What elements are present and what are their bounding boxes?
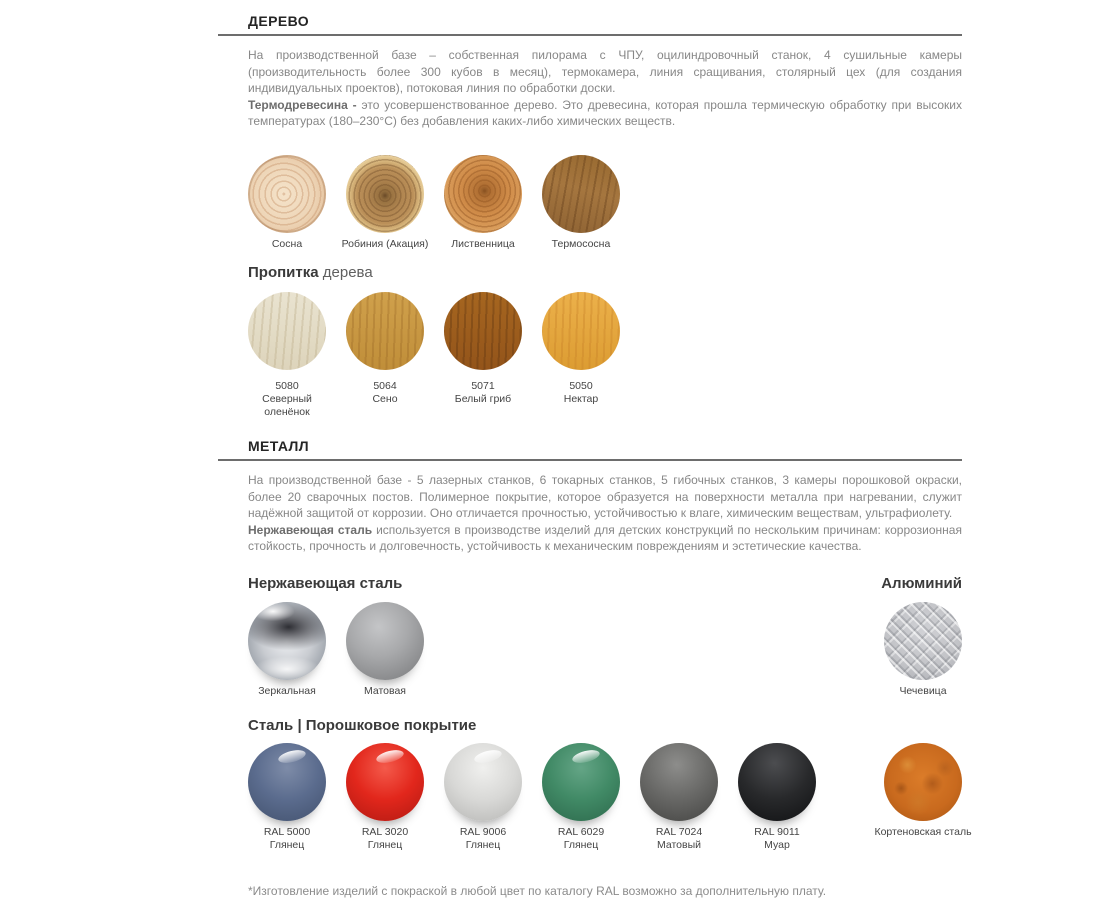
wood-swatch-sosna [248,155,326,251]
wood-intro-paragraph: На производственной базе – собственная пилорама с ЧПУ, оцилиндровочный станок, 4 сушильные камеры (производительность более 300 кубов в месяц), термокамера, линия сращивания, столярный цех (для создания индивидуальных проектов), потоковая линия по обработки доски. [248,48,962,96]
ral-code: RAL 9011 [754,825,800,838]
aluminum-heading: Алюминий [881,574,962,592]
stainless-swatch-matte [346,602,424,698]
content-column [248,13,972,898]
swatch-label: Робиния (Акация) [341,237,429,250]
swatch-label [538,380,624,406]
ral-swatch-6029 [542,743,620,852]
ral-finish: Глянец [269,838,305,851]
thermopine-grain-image [542,155,620,233]
stainless-term: Нержавеющая сталь [248,522,373,537]
wood-thermo-paragraph [248,97,962,130]
swatch-label [342,380,428,406]
impregnation-code: 5064 [373,379,397,392]
impregnation-name: Сено [372,392,398,405]
metal-stainless-paragraph [248,522,962,555]
ral-finish: Муар [764,838,790,851]
swatch-label [329,826,441,852]
swatch-label [721,826,833,852]
impregnation-heading [248,264,962,281]
impregnation-swatch-5050 [542,292,620,419]
thermo-term: Термодревесина - [248,97,357,112]
impregnation-name: Белый гриб [454,392,512,405]
ral-finish: Глянец [367,838,403,851]
ral-finish: Глянец [465,838,501,851]
wood-intro-text [248,47,962,130]
corten-swatch [874,743,972,852]
swatch-label: Сосна [271,237,303,250]
impregnation-color-image [444,292,522,370]
stainless-swatch-mirror [248,602,326,698]
ral-code: RAL 3020 [361,825,409,838]
impregnation-swatch-5071 [444,292,522,419]
ral-5000-ball-image [248,743,326,821]
impregnation-code: 5071 [471,379,495,392]
ral-swatch-3020 [346,743,424,852]
powder-coating-row [248,743,972,852]
ral-swatch-9006 [444,743,522,852]
ral-code: RAL 7024 [655,825,703,838]
robinia-cross-section-image [346,155,424,233]
impregnation-swatch-5064 [346,292,424,419]
stainless-row [248,602,962,698]
impregnation-name: Северный оленёнок [262,392,312,418]
ral-3020-ball-image [346,743,424,821]
aluminum-swatch-checker [884,602,962,698]
matte-steel-ball-image [346,602,424,680]
metal-section-divider [218,459,962,461]
stainless-description: используется в производстве изделий для детских конструкций по нескольким причинам: коррозионная стойкость, прочность и долговечность, устойчивость к механическим повреждениям и эстетические качества. [248,522,962,554]
swatch-label: Термососна [551,237,611,250]
swatch-label [525,826,637,852]
wood-species-row [248,155,962,251]
ral-swatch-7024 [640,743,718,852]
ral-swatch-9011 [738,743,816,852]
mirror-steel-ball-image [248,602,326,680]
swatch-label: Матовая [364,684,406,697]
ral-code: RAL 9006 [459,825,507,838]
impregnation-code: 5080 [275,379,299,392]
metal-intro-text [248,472,962,555]
wood-swatch-thermopine [542,155,620,251]
ral-9006-ball-image [444,743,522,821]
wood-swatch-robinia [341,155,429,251]
ral-9011-ball-image [738,743,816,821]
thermo-description: это усовершенствованное дерево. Это древесина, которая прошла термическую обработку при высоких температурах (180–230°С) без добавления каких-либо химических веществ. [248,97,962,129]
swatch-label: Чечевица [899,684,947,697]
ral-code: RAL 6029 [557,825,605,838]
swatch-label [231,826,343,852]
impregnation-color-image [248,292,326,370]
ral-finish: Матовый [657,838,701,851]
ral-7024-ball-image [640,743,718,821]
corten-steel-image [884,743,962,821]
metal-intro-paragraph: На производственной базе - 5 лазерных станков, 6 токарных станков, 5 гибочных станков, 3 камеры порошковой окраски, более 20 сварочных постов. Полимерное покрытие, которое образуется на поверхности металла при нагревании, служит надёжной защитой от коррозии. Оно отличается прочностью, устойчивостью к влаге, химическим веществам, ультрафиолету. [248,472,962,521]
wood-swatch-larch [444,155,522,251]
stainless-heading-row [248,575,962,592]
wood-section-title: ДЕРЕВО [248,13,310,29]
ral-footnote: *Изготовление изделий с покраской в любой цвет по каталогу RAL возможно за дополнительную плату. [248,883,827,898]
swatch-label [623,826,735,852]
swatch-label [244,380,330,419]
stainless-heading: Нержавеющая сталь [248,574,403,592]
powder-coating-heading: Сталь | Порошковое покрытие [248,716,477,734]
wood-section-divider [218,34,962,36]
checker-plate-image [884,602,962,680]
ral-swatch-5000 [248,743,326,852]
pine-cross-section-image [248,155,326,233]
larch-cross-section-image [444,155,522,233]
swatch-label: Лиственница [451,237,515,250]
metal-section-title: МЕТАЛЛ [248,437,309,454]
ral-finish: Глянец [563,838,599,851]
ral-code: RAL 5000 [263,825,311,838]
swatch-label [427,826,539,852]
impregnation-color-image [542,292,620,370]
impregnation-heading-main: Пропитка [248,263,319,281]
impregnation-swatch-5080 [248,292,326,419]
impregnation-name: Нектар [563,392,599,405]
swatch-label: Кортеновская сталь [874,825,972,838]
swatch-label [440,380,526,406]
impregnation-code: 5050 [569,379,593,392]
impregnation-color-image [346,292,424,370]
ral-6029-ball-image [542,743,620,821]
swatch-label: Зеркальная [258,684,316,697]
impregnation-heading-sub: дерева [322,263,373,281]
impregnation-row [248,292,962,419]
